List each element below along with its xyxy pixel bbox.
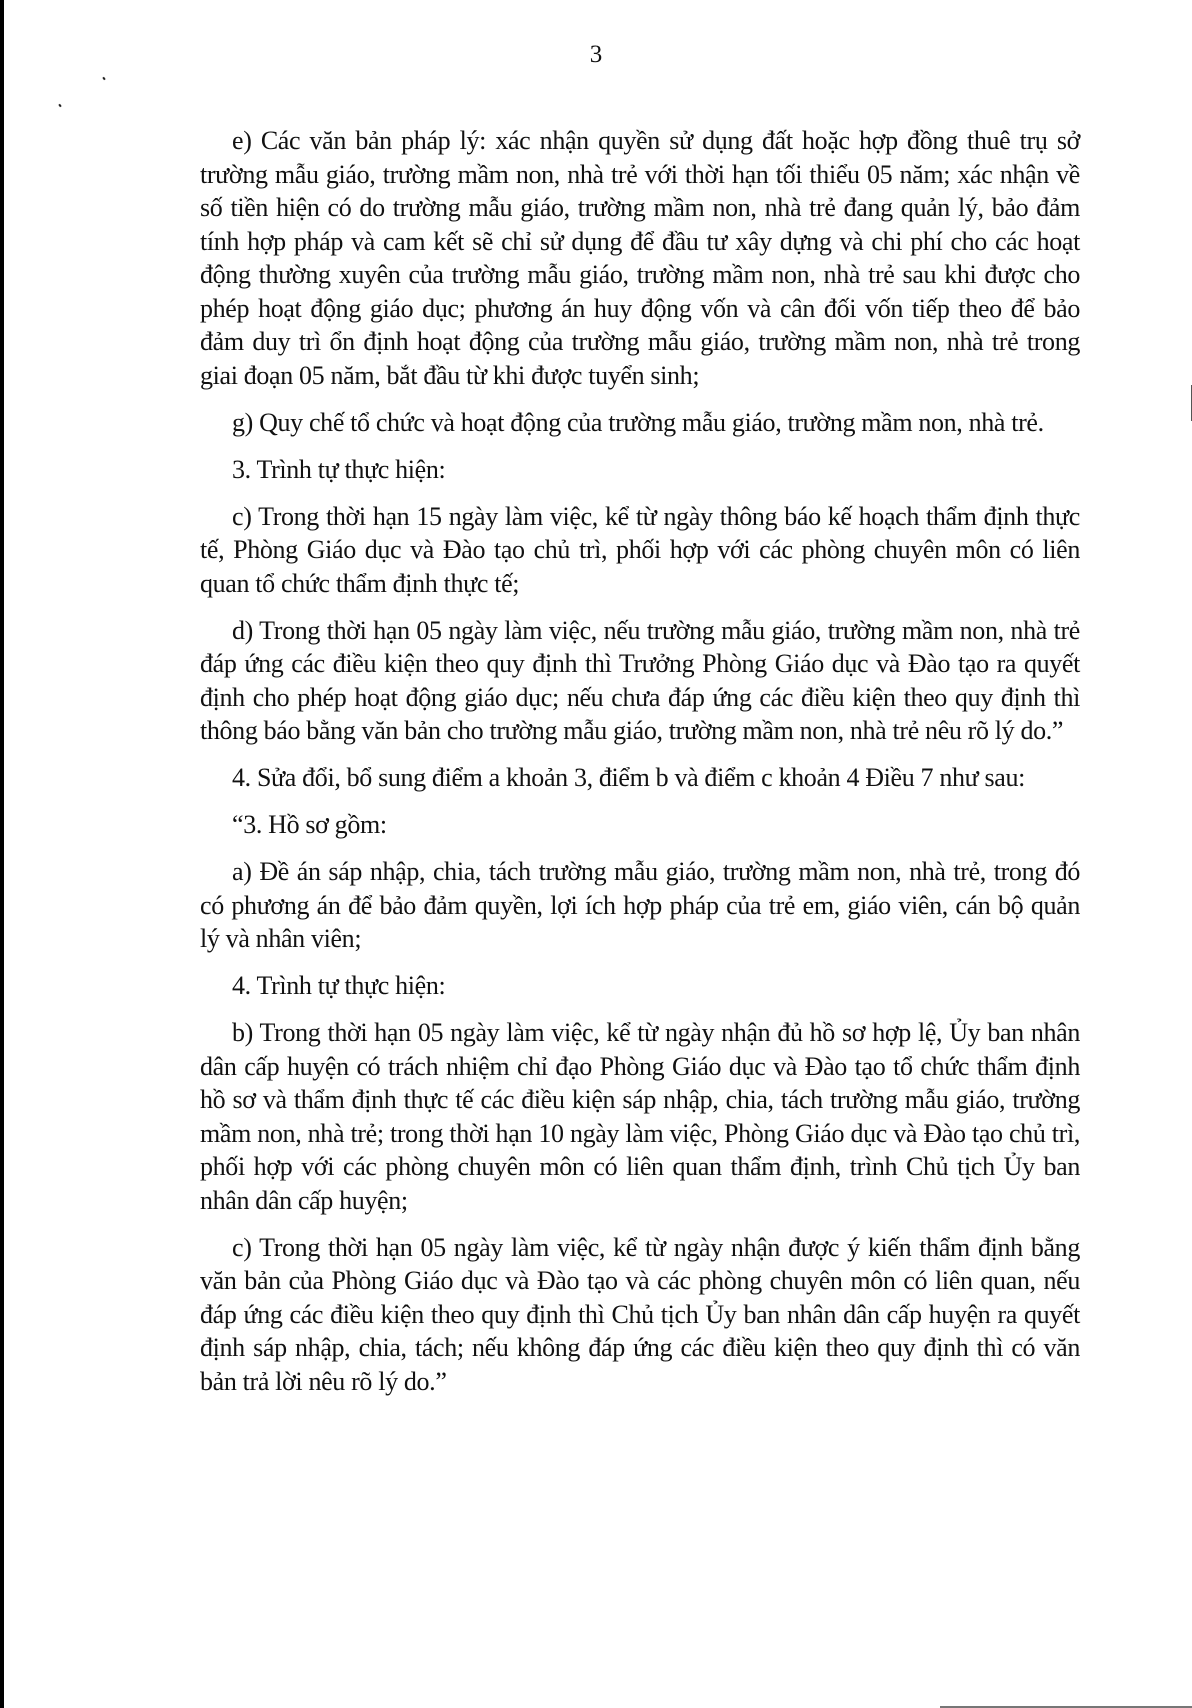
document-body [200,124,1080,1412]
paragraph-e-legal-documents: e) Các văn bản pháp lý: xác nhận quyền sử dụng đất hoặc hợp đồng thuê trụ sở trường mẫu giáo, trường mầm non, nhà trẻ với thời hạn tối thiểu 05 năm; xác nhận về số tiền hiện có do trường mẫu giáo, trường mầm non, nhà trẻ đang quản lý, bảo đảm tính hợp pháp và cam kết sẽ chỉ sử dụng để đầu tư xây dựng và chi phí cho các hoạt động thường xuyên của trường mẫu giáo, trường mầm non, nhà trẻ sau khi được cho phép hoạt động giáo dục; phương án huy động vốn và cân đối vốn tiếp theo để bảo đảm duy trì ổn định hoạt động của trường mẫu giáo, trường mầm non, nhà trẻ trong giai đoạn 05 năm, bắt đầu từ khi được tuyển sinh; [200,126,1080,390]
heading-procedure-3: 3. Trình tự thực hiện: [232,454,446,484]
paragraph-g-regulations: g) Quy chế tổ chức và hoạt động của trường mẫu giáo, trường mầm non, nhà trẻ. [232,407,1044,437]
paragraph-amendment-article-7: 4. Sửa đổi, bổ sung điểm a khoản 3, điểm b và điểm c khoản 4 Điều 7 như sau: [232,763,1026,792]
paragraph-b-district-review: b) Trong thời hạn 05 ngày làm việc, kể từ ngày nhận đủ hồ sơ hợp lệ, Ủy ban nhân dân cấp huyện có trách nhiệm chỉ đạo Phòng Giáo dục và Đào tạo tổ chức thẩm định hồ sơ và thẩm định thực tế các điều kiện sáp nhập, chia, tách trường mẫu giáo, trường mầm non, nhà trẻ; trong thời hạn 10 ngày làm việc, Phòng Giáo dục và Đào tạo chủ trì, phối hợp với các phòng chuyên môn có liên quan thẩm định, trình Chủ tịch Ủy ban nhân dân cấp huyện; [200,1018,1080,1215]
paragraph-c-chairman-decision: c) Trong thời hạn 05 ngày làm việc, kể từ ngày nhận được ý kiến thẩm định bằng văn bản của Phòng Giáo dục và Đào tạo và các phòng chuyên môn có liên quan, nếu đáp ứng các điều kiện theo quy định thì Chủ tịch Ủy ban nhân dân cấp huyện ra quyết định sáp nhập, chia, tách; nếu không đáp ứng các điều kiện theo quy định thì có văn bản trả lời nêu rõ lý do.” [200,1232,1080,1396]
heading-dossier: “3. Hồ sơ gồm: [232,810,387,839]
scan-edge-left [0,0,4,1708]
paragraph-d-decision: d) Trong thời hạn 05 ngày làm việc, nếu trường mẫu giáo, trường mầm non, nhà trẻ đáp ứng các điều kiện theo quy định thì Trưởng Phòng Giáo dục và Đào tạo ra quyết định cho phép hoạt động giáo dục; nếu chưa đáp ứng các điều kiện theo quy định thì thông báo bằng văn bản cho trường mẫu giáo, trường mầm non, nhà trẻ nêu rõ lý do.” [200,615,1080,745]
paragraph-c-appraisal: c) Trong thời hạn 15 ngày làm việc, kể từ ngày thông báo kế hoạch thẩm định thực tế, Phòng Giáo dục và Đào tạo chủ trì, phối hợp với các phòng chuyên môn có liên quan tổ chức thẩm định thực tế; [200,501,1080,598]
paragraph-a-merger-proposal: a) Đề án sáp nhập, chia, tách trường mẫu giáo, trường mầm non, nhà trẻ, trong đó có phương án để bảo đảm quyền, lợi ích hợp pháp của trẻ em, giáo viên, cán bộ quản lý và nhân viên; [200,857,1080,953]
page-number: 3 [589,41,603,68]
scan-speck [102,77,105,81]
heading-procedure-4: 4. Trình tự thực hiện: [232,971,446,1000]
scan-speck [58,104,61,108]
